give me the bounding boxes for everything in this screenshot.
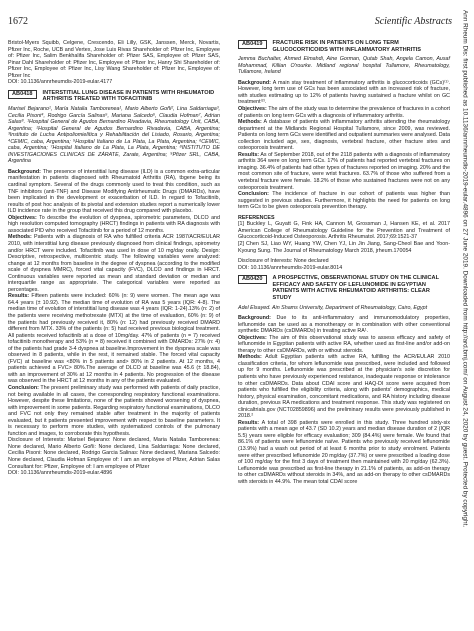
disclosure: Disclosure of Interests: Marisel Bejarano: None declared, Maria Natalia Tamborenea: None declared, Mario Alberto Goñi: None declared, Lina Saldarriaga: None declared, Cecilia Pisoni: None declared, Rodrigo Garcia Salinas: None declared, Mariana Salcedo: None declared, Claudia Hofman Employee of: I am an employee of Pfizer, Adrian Salas Consultant for: Pfizer, Employee of: I am employee of Pfizer [8,437,220,470]
left-column [8,40,220,477]
section-label: Objectives: [8,214,37,221]
section-text: The aim of the study was to determine the prevalence of fractures in a cohort of patients on long term GCs with a diagnosis of inflammatory arthritis. [238,106,450,119]
section-label: Methods: [238,119,262,126]
abstract-header-ab0420 [238,275,450,301]
reference-item: [1] Buckley L, Guyatt G, Fink HA, Cannon M, Grossman J, Hansen KE, et al. 2017 American College of Rheumatology Guideline for the Prevention and Treatment of Glucocorticoid-Induced Osteoporosis. Arthritis Rheumatol. 2017;69:1521-37 [238,221,450,241]
section-label: Results: [8,293,30,300]
section-text: The incidence of fracture in our cohort of patients was higher than suggested in previous studies. Furthermore, it highlights the need for patients on long term GCs to be given osteoporosis prevention therapy. [238,191,450,211]
section-text: The aim of this observational study was to assess efficacy and safety of leflunomide in Egyptian patients with active RA, whether used as first-line and/or add-on therapy to other csDMARDs, with or without steroids. [238,334,450,354]
doi: DOI: 10.1136/annrheumdis-2019-eular.8014 [238,264,343,271]
section-label: Methods: [8,234,32,241]
abstract-header-ab0419 [238,40,450,53]
methods-section [8,234,220,293]
abstract-title: INTERSTITIAL LUNG DISEASE IN PATIENTS WITH RHEUMATOID ARTHRITIS TREATED WITH TOFACITINIB [42,89,215,103]
abstract-title: A PROSPECTIVE, OBSERVATIONAL STUDY ON THE CLINICAL EFFICACY AND SAFETY OF LEFLUNOMIDE IN EGYPTIAN PATIENTS WITH ACTIVE RHEUMATOID ARTHRITIS: CLEAR STUDY [272,275,439,301]
section-label: Objectives: [238,106,267,113]
section-text: The presence of interstitial lung disease (ILD) is a common extra-articular manifestation in patients diagnosed with Rheumatoid Arthritis (RA), tbgene being its cardinal symptom. Several of the drugs commonly used to treat this condition, such as TNF inhibitors (anti-TNF) and Disease Modifying Antirheumatic Drugs (DMARDs), have been implicated in the development or exacerbation of ILD. In regard to Tofacitinib, results of post hoc analysis of its pivotal and extension studies report a numerically lower ILD incidence rate in the group that received this drug compared with placebo. [8,168,220,215]
section-label: Conclusion: [8,384,39,391]
section-text: Patients with a diagnosis of RA who fulfilled criteria ACR 1987/ACR/EULAR 2010, with interstitial lung disease previously diagnosed from clinical findings, spirometry and/or HRCT were included. Tofacitinib was used in dose of 10 mg/day orally. Design: Descriptive, retrospective, multicentric study. The following variables were analyzed: change at 12 months from baseline in the degree of dyspnea (according to the modified scale of dyspnea MMRC), forced vital capacity (FVC), DLCO and findings in HRCT. Continuous variables were reported as mean and standard deviation or median and interquartile range as appropriate. The categorical variables were reported as percentages. [8,234,220,293]
doi: DOI: 10.1136/annrheumdis-2019-eular.4896 [8,470,113,477]
background-section [238,315,450,335]
journal-name: Scientific Abstracts [374,16,452,27]
section-label: Background: [8,168,41,175]
section-text: A database of patients with inflammatory arthritis attending the rheumatology department at the Midlands Regional Hospital Tullamore, since 2009, was reviewed. Patients on long term GCs were identified and outpatient summaries were analysed. Data collection included age, sex, diagnosis, vertebral fracture, other fracture sites and osteoporosis treatment. [238,119,450,152]
prev-abstract-doi: DOI: 10.1136/annrheumdis-2019-eular.4177 [8,79,113,86]
section-text: A main stay treatment of inflammatory arthritis is glucocorticoids (GCs)⁽¹⁾. However, long term use of GCs has been associated with an increased risk of fracture, with studies estimating up to 12% of patients having sustained a fracture whilst on GC treatment⁽²⁾. [238,79,450,106]
conclusion-section [8,385,220,437]
abstract-authors: Adel Elsayed. Ain Shams University, Department of Rheumatology, Cairo, Egypt [238,304,428,311]
abstract-authors: Marisel Bejarano¹, María Natalia Tamborenea¹, Mario Alberto Goñi², Lina Saldarriaga³, Cecilia Pisoni⁴, Rodrigo García Salinas⁵, Mariana Salcedo⁶, Claudia Hofman⁷, Adrian Salas⁸. ¹Hospital General de Agudos Bernardino Rivadavia, Rheumatology Unit, CABA, Argentina; ²Hospital General de Agudos Bernardino Rivadavia, CABA, Argentina; ³Instituto de Lucha Antipoliomielítica y Rehabilitación del Lisiado, Rosario, Argentina; ⁴CEMIC, caba, Argentina; ⁵Hospital Italiano de La Plata, La Plata, Argentina; ⁶CEMIC, caba, Argentina; ⁷Hospital Italiano de La Plata, La Plata, Argentina; ⁸INSTITUTO DE INVESTIGACIONES CLINICAS DE ZÁRATE, Zarate, Argentina; ⁹Pfizer SRL, CABA, Argentina [8,106,220,165]
section-text: To describe the evolution of dyspnea, spirometric parameters, DLCO and high resolution computed tomography (HRCT) findings in patients with RA diagnosis with associated PID who received Tofacitinib for a period of 12 months. [8,214,220,234]
section-label: Background: [238,79,271,86]
section-text: The present preliminary study was performed with patients of daily practice, not being available in all cases, the corresponding respiratory functional examinations. However, despite these limitations, none of the patients showed worsening of dyspnea, with improvement in some patients. Regarding respiratory functional examinations, DLCO and FVC not only they remained stable after treatment in the majority of patients evaluated, but it patients presented improvement with respect to baseline parameters. It is necessary to perform more studies, with systematized controls of the pulmonary function and images, to corroborate this hypothesis. [8,384,220,437]
section-label: Results: [238,151,260,158]
copyright-sidebar [458,10,472,622]
background-section [8,169,220,215]
section-text: Adult Egyptian patients with active RA, fulfilling the ACR/EULAR 2010 classification criteria, for whom leflunomide was prescribed, were included and followed up for 9 months. Leflunomide was prescribed at the physician's sole discretion for patients who have previously experienced resistance, inadequate response or intolerance to other csDMARDs. Data about CDAI score and HAQ-DI score were acquired from patients who fulfilled the eligibility criteria, along with patients' demographics, medical history, physical examination, concomitant medications, and RA history including disease duration, previous RA medications and treatment response. This study was registered on clinicaltrials.gov (NCT02859896) and the preliminary results were previously published in 2018.² [238,354,450,420]
methods-section [238,119,450,152]
objectives-section [238,106,450,119]
prev-abstract-disclosure: Bristol-Myers Squibb, Celgene, Crescendo, Eli Lilly, GSK, Janssen, Merck, Novartis, Pfizer Inc, Roche, UCB and Vertex, Jose Luis Rivas Shareholder of: Pfizer Inc, Employee of: Pfizer Inc, Salim Benkhalifa Shareholder of: Pfizer SAS, Employee of: Pfizer SAS, Pinar Dahl Shareholder of: Pfizer Inc, Employee of: Pfizer Inc, Hanry Shi Shareholder of: Pfizer Inc, Employee of: Pfizer Inc, Lisy Wang Shareholder of: Pfizer Inc, Employee of: Pfizer Inc [8,40,220,79]
abstract-header-ab0418 [8,90,220,103]
section-text: Fifteen patients were included: 60% (n: 9) were women. The mean age was 64.4 years (± 10.92). The median time of evolution of RA was 5 years (IQR: 4-8). The median time of evolution of interstitial lung disease was 4 years (IQR: 1-24).13% (n: 2) of the patients were receiving methotrexate (MTX) at the time of evaluation, 60% (n: 9) of the patients had previously received it, 80% (n: 12) had previously received DMARD different from MTX. 33% of the patients (n: 5) had received previous biological treatment. All patients received tofacitinib at a dose of 10mg/day. 47% of patients (n = 7) received tofacitinib monotherapy and 53% (n = 8) received it combined with DMARDs: 27% (n: 4) of the patients had grade 3-4 dyspnea at baseline.Improvement in the dyspnea scale was observed in 8 patients, while in the rest, it remained stable. The forced vital capacity (FVC) at baseline was <80% in 5 patients and> 80% in 2 patients. At 12 months, 4 patients achieved a FVC> 80%.The average of DLCO at baseline was 45.6 (± 18.84), with an improvement of 30% at 12 months in 4 patients. No progression of the disease was observed in the HRCT at 12 months in any of the patients evaluated. [8,293,220,385]
abstract-id: AB0418 [8,90,37,99]
background-section [238,80,450,106]
results-section [238,420,450,485]
references-heading: REFERENCES [238,214,275,221]
abstract-id: AB0419 [238,40,267,49]
results-section [238,152,450,191]
section-label: Conclusion: [238,191,269,198]
section-text: Due to its anti-inflammatory and immunomodulatory properties, leflunomide can be used as a monotherapy or in combination with other conventional synthetic DMARDs (csDMARDs) in treating active RA¹. [238,315,450,335]
abstract-authors: Jemma Buchalter, Ahmed Elmahdi, Aine Gorman, Qutab Shah, Angela Camon, Ausaf Mohammad, Killian O'rourke. Midland regional hospital Tullamore, Rheumatology, Tullamore, Ireland [238,56,450,76]
section-text: A total of 398 patients were enrolled in this study. Three hundred sixty-six patients with a mean age of 43.7 (SD 10.2) years and median disease duration of 2 (IQR 5.5) years were eligible for efficacy evaluation; 309 (84.4%) were female. We found that 86.1% of patients were leflunomide naïve. Patients who previously received leflunomide (13.9%) had a wash out period of at least 6 months prior to study enrolment. Patients were either prescribed leflunomide 20 mg/day (37.7%) or were prescribed a loading dose of 100 mg/day for the first 3 days of treatment then maintained with 20 mg/day (62.3%). Leflunomide was prescribed as first-line therapy in 21.1% of patients, as add-on therapy to other csDMARDs without steroids in 34%, and as add-on therapy to other csDMARDs with steroids in 44.9%. The mean total CDAI score [238,419,450,485]
reference-item: [2] Chen SJ, Liao WY, Huang YW, Chen YJ, Lin Jin Jiang, Sang-Cheol Bae and Yoon-Kyoung Sung. The Journal of Rheumatology March 2018, jrheum.170054 [238,240,450,254]
section-text: As of September 2018, out of the 2118 patients with a diagnosis of inflammatory arthritis 364 were on long term GCs. 17% of patients had reported vertebral fractures on imaging. 36.4% of patients had other types of fractures reported on imaging. 20% and the most common site of fracture, were wrist fractures. 63.7% of those who suffered from a vertebral fracture were female. 18.2% of those who sustained fractures were not on any osteoporosis treatment. [238,151,450,191]
methods-section [238,354,450,419]
objectives-section [238,335,450,355]
section-label: Results: [238,419,260,426]
sidebar-text: Ann Rheum Dis: first published as 10.1136/annrheumdis-2019-eular.4896 on 27 June 2019. Downloaded from http://ard.bmj.com/ on August 24, 2020 by guest. Protected by copyright. [461,10,469,528]
objectives-section [8,215,220,235]
section-label: Methods: [238,354,262,361]
right-column [238,40,450,485]
abstract-id: AB0420 [238,275,267,284]
section-label: Background: [238,315,271,322]
page-number: 1672 [8,16,28,27]
disclosure: Disclosure of Interests: None declared [238,258,329,265]
conclusion-section [238,191,450,211]
abstract-title: FRACTURE RISK IN PATIENTS ON LONG TERM GLUCOCORTICOIDS WITH INFLAMMATORY ARTHRITIS [272,40,421,53]
results-section [8,293,220,385]
section-label: Objectives: [238,334,267,341]
